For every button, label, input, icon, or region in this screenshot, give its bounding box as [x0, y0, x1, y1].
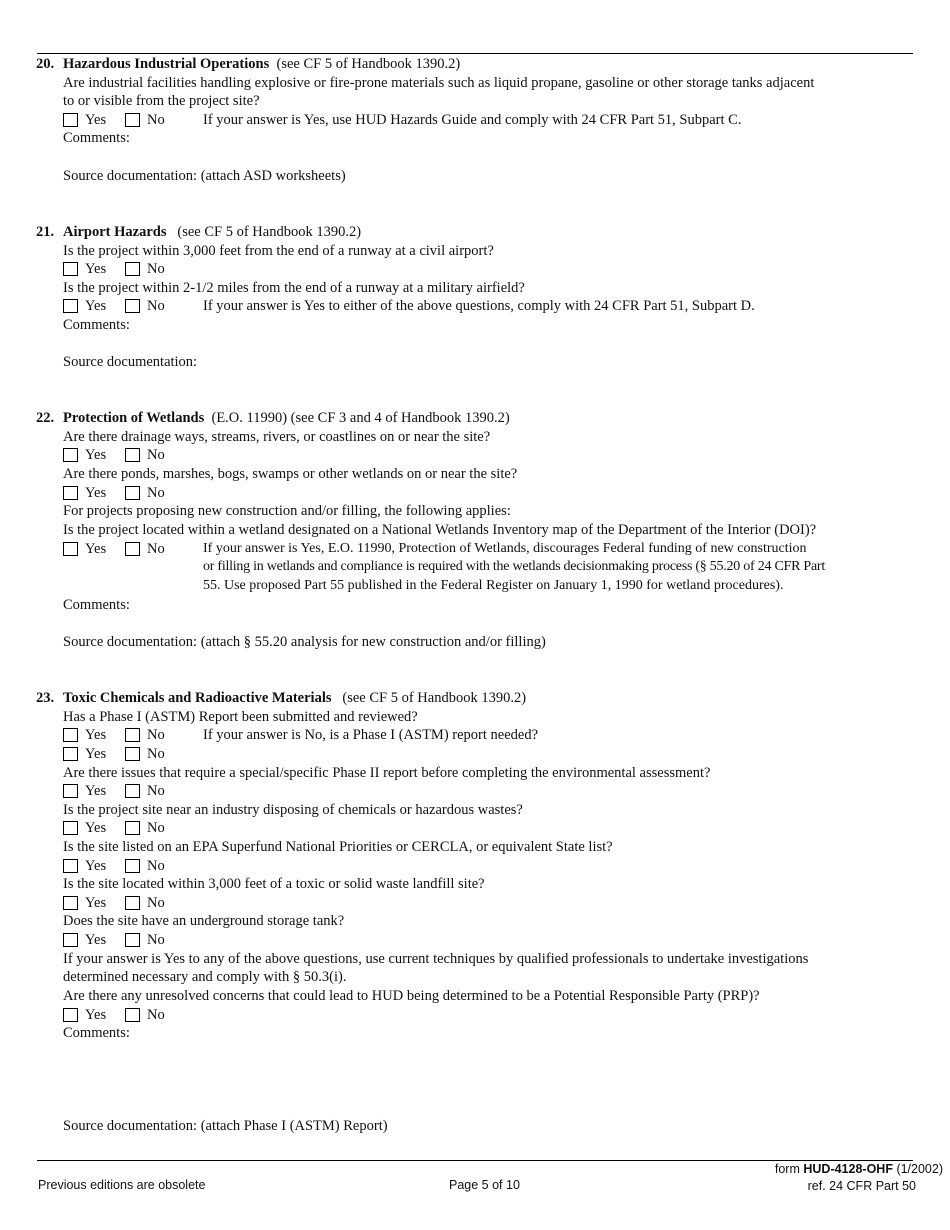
section-23-question-2: Are there issues that require a special/specific Phase II report before completing the environmental assessment?	[63, 765, 711, 781]
section-22-note-line2: or filling in wetlands and compliance is required with the wetlands decisionmaking process (§ 55.20 of 24 CFR Part	[203, 559, 825, 574]
yes-label: Yes	[85, 112, 107, 128]
yes-checkbox[interactable]	[63, 747, 78, 761]
section-22-heading	[63, 409, 510, 427]
no-label: No	[147, 485, 165, 501]
top-rule	[37, 53, 913, 54]
no-checkbox[interactable]	[125, 784, 140, 798]
section-21-source: Source documentation:	[63, 354, 198, 370]
section-21-comments-label: Comments:	[63, 317, 130, 333]
section-21-heading	[63, 223, 361, 241]
section-21-title: Airport Hazards	[63, 224, 167, 240]
section-23-title: Toxic Chemicals and Radioactive Materials	[63, 690, 332, 706]
yes-label: Yes	[85, 261, 107, 277]
yes-checkbox[interactable]	[63, 486, 78, 500]
yes-checkbox[interactable]	[63, 1008, 78, 1022]
yes-checkbox[interactable]	[63, 299, 78, 313]
no-checkbox[interactable]	[125, 262, 140, 276]
yes-checkbox[interactable]	[63, 113, 78, 127]
yes-label: Yes	[85, 858, 107, 874]
section-22-comments-label: Comments:	[63, 597, 130, 613]
no-label: No	[147, 112, 165, 128]
yes-label: Yes	[85, 783, 107, 799]
section-23-question-3: Is the project site near an industry disposing of chemicals or hazardous wastes?	[63, 802, 523, 818]
section-20-ref: (see CF 5 of Handbook 1390.2)	[276, 56, 461, 72]
footer-cfr-ref: ref. 24 CFR Part 50	[807, 1179, 916, 1193]
section-23-instruction-line2: determined necessary and comply with § 50.3(i).	[63, 969, 347, 985]
footer-obsolete-note: Previous editions are obsolete	[38, 1178, 206, 1192]
footer-form-number: HUD-4128-OHF	[803, 1162, 893, 1176]
no-checkbox[interactable]	[125, 933, 140, 947]
no-checkbox[interactable]	[125, 113, 140, 127]
yes-label: Yes	[85, 932, 107, 948]
footer-page-number: Page 5 of 10	[449, 1178, 520, 1192]
no-checkbox[interactable]	[125, 299, 140, 313]
no-checkbox[interactable]	[125, 747, 140, 761]
section-23-question-6: Does the site have an underground storage tank?	[63, 913, 345, 929]
no-checkbox[interactable]	[125, 896, 140, 910]
section-20-number: 20.	[36, 56, 55, 72]
yes-checkbox[interactable]	[63, 448, 78, 462]
yes-label: Yes	[85, 298, 107, 314]
section-20-source: Source documentation: (attach ASD worksheets)	[63, 168, 346, 184]
section-20-comments-label: Comments:	[63, 130, 130, 146]
section-20-note: If your answer is Yes, use HUD Hazards Guide and comply with 24 CFR Part 51, Subpart C.	[203, 112, 742, 128]
yes-label: Yes	[85, 1007, 107, 1023]
section-20-title: Hazardous Industrial Operations	[63, 56, 270, 72]
section-20-question-line2: to or visible from the project site?	[63, 93, 260, 109]
no-checkbox[interactable]	[125, 486, 140, 500]
no-checkbox[interactable]	[125, 728, 140, 742]
no-label: No	[147, 1007, 165, 1023]
section-23-question-1: Has a Phase I (ASTM) Report been submitted and reviewed?	[63, 709, 418, 725]
yes-label: Yes	[85, 895, 107, 911]
no-checkbox[interactable]	[125, 859, 140, 873]
section-21-ref: (see CF 5 of Handbook 1390.2)	[177, 224, 362, 240]
yes-label: Yes	[85, 820, 107, 836]
no-label: No	[147, 895, 165, 911]
no-checkbox[interactable]	[125, 542, 140, 556]
section-21-note: If your answer is Yes to either of the above questions, comply with 24 CFR Part 51, Subpart D.	[203, 298, 755, 314]
section-22-question-3: For projects proposing new construction and/or filling, the following applies:	[63, 503, 511, 519]
no-checkbox[interactable]	[125, 1008, 140, 1022]
yes-checkbox[interactable]	[63, 896, 78, 910]
section-23-ref: (see CF 5 of Handbook 1390.2)	[342, 690, 527, 706]
no-checkbox[interactable]	[125, 448, 140, 462]
footer-form-id	[775, 1161, 943, 1177]
section-22-ref: (E.O. 11990) (see CF 3 and 4 of Handbook 1390.2)	[211, 410, 510, 426]
footer-form-date: (1/2002)	[892, 1162, 943, 1176]
no-label: No	[147, 727, 165, 743]
section-22-question-4: Is the project located within a wetland designated on a National Wetlands Inventory map of the Department of the Interior (DOI)?	[63, 522, 817, 538]
no-label: No	[147, 858, 165, 874]
yes-checkbox[interactable]	[63, 933, 78, 947]
yes-label: Yes	[85, 485, 107, 501]
yes-checkbox[interactable]	[63, 859, 78, 873]
section-23-instruction-line1: If your answer is Yes to any of the above questions, use current techniques by qualified professionals to undertake investigations	[63, 951, 809, 967]
yes-label: Yes	[85, 746, 107, 762]
yes-label: Yes	[85, 447, 107, 463]
section-20-question-line1: Are industrial facilities handling explosive or fire-prone materials such as liquid propane, gasoline or other storage tanks adjacent	[63, 75, 815, 91]
yes-checkbox[interactable]	[63, 728, 78, 742]
section-22-question-2: Are there ponds, marshes, bogs, swamps or other wetlands on or near the site?	[63, 466, 518, 482]
section-23-comments-label: Comments:	[63, 1025, 130, 1041]
section-22-source: Source documentation: (attach § 55.20 analysis for new construction and/or filling)	[63, 634, 546, 650]
section-22-number: 22.	[36, 410, 55, 426]
section-22-title: Protection of Wetlands	[63, 410, 205, 426]
yes-label: Yes	[85, 541, 107, 557]
section-21-question-2: Is the project within 2-1/2 miles from the end of a runway at a military airfield?	[63, 280, 525, 296]
no-label: No	[147, 932, 165, 948]
section-21-question-1: Is the project within 3,000 feet from the end of a runway at a civil airport?	[63, 243, 494, 259]
section-23-source: Source documentation: (attach Phase I (ASTM) Report)	[63, 1118, 388, 1134]
section-22-note-line1: If your answer is Yes, E.O. 11990, Protection of Wetlands, discourages Federal funding of new construction	[203, 541, 807, 556]
yes-checkbox[interactable]	[63, 542, 78, 556]
section-23-number: 23.	[36, 690, 55, 706]
section-23-question-5: Is the site located within 3,000 feet of a toxic or solid waste landfill site?	[63, 876, 485, 892]
no-label: No	[147, 298, 165, 314]
section-23-note: If your answer is No, is a Phase I (ASTM) report needed?	[203, 727, 539, 743]
section-23-question-4: Is the site listed on an EPA Superfund National Priorities or CERCLA, or equivalent State list?	[63, 839, 613, 855]
no-label: No	[147, 541, 165, 557]
no-label: No	[147, 820, 165, 836]
no-checkbox[interactable]	[125, 821, 140, 835]
yes-label: Yes	[85, 727, 107, 743]
section-22-question-1: Are there drainage ways, streams, rivers, or coastlines on or near the site?	[63, 429, 491, 445]
no-label: No	[147, 746, 165, 762]
section-23-question-7: Are there any unresolved concerns that could lead to HUD being determined to be a Potential Responsible Party (PRP)?	[63, 988, 760, 1004]
yes-checkbox[interactable]	[63, 821, 78, 835]
section-22-note-line3: 55. Use proposed Part 55 published in the Federal Register on January 1, 1990 for wetland procedures).	[203, 578, 784, 593]
no-label: No	[147, 447, 165, 463]
yes-checkbox[interactable]	[63, 262, 78, 276]
section-20-heading	[63, 55, 460, 73]
footer-form-prefix: form	[774, 1162, 804, 1176]
no-label: No	[147, 261, 165, 277]
section-21-number: 21.	[36, 224, 55, 240]
no-label: No	[147, 783, 165, 799]
yes-checkbox[interactable]	[63, 784, 78, 798]
section-23-heading	[63, 689, 526, 707]
